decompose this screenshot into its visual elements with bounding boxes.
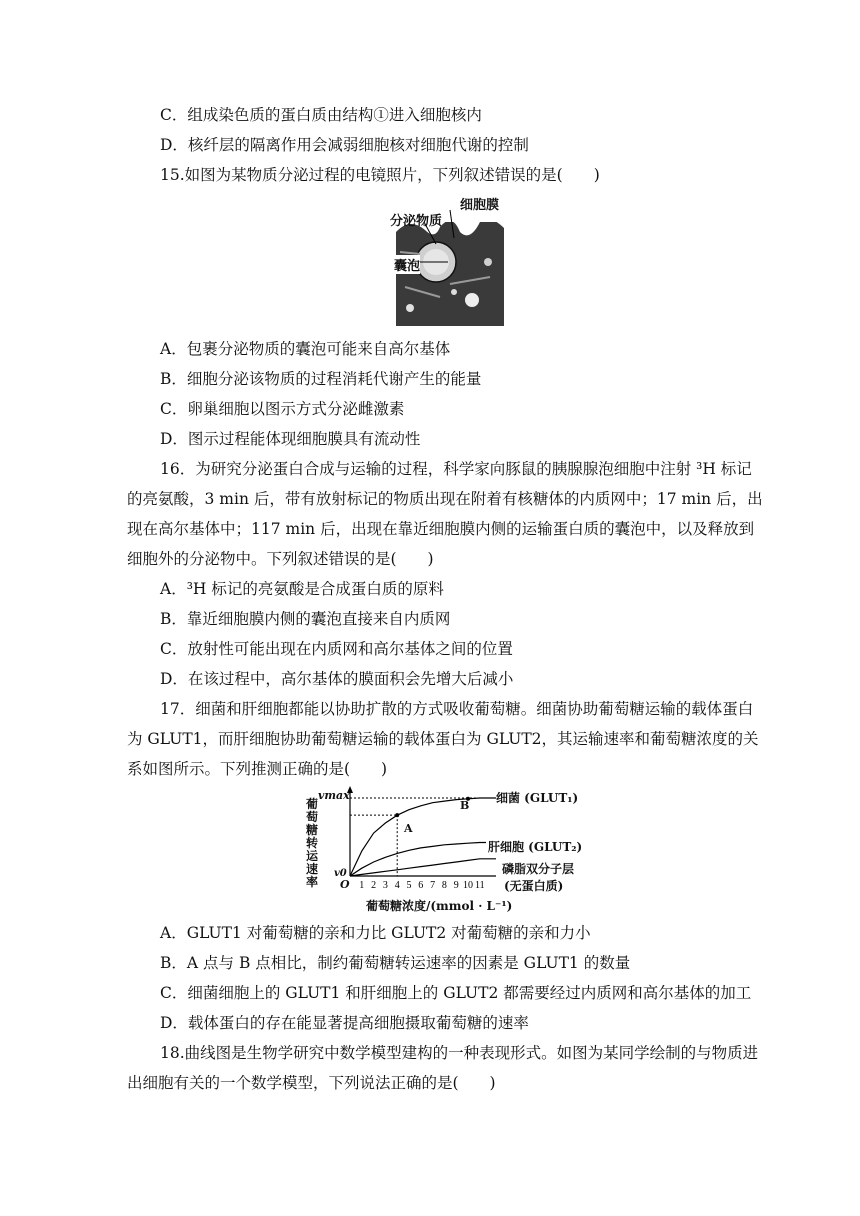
q18-line1: 18.曲线图是生物学研究中数学模型建构的一种表现形式。如图为某同学绘制的与物质进: [160, 1044, 759, 1062]
legend-no-protein: (无蛋白质): [504, 879, 564, 893]
q17-option-d: D．载体蛋白的存在能显著提高细胞摄取葡萄糖的速率: [160, 1014, 529, 1032]
label-cell-membrane: 细胞膜: [460, 198, 500, 213]
x-tick-label: 9: [453, 880, 459, 891]
legend-bacteria: 细菌 (GLUT₁): [496, 791, 579, 805]
curve-liver: [350, 843, 486, 877]
x-tick-label: 11: [474, 880, 485, 891]
q14-option-d: D．核纤层的隔离作用会减弱细胞核对细胞代谢的控制: [160, 136, 529, 154]
q18-line2: 出细胞有关的一个数学模型，下列说法正确的是( ): [127, 1074, 496, 1092]
x-tick-label: 2: [371, 880, 377, 891]
q17-option-a: A．GLUT1 对葡萄糖的亲和力比 GLUT2 对葡萄糖的亲和力小: [160, 924, 591, 942]
x-tick-label: 8: [441, 880, 447, 891]
x-tick-label: 5: [406, 880, 412, 891]
q15-micrograph: [390, 192, 510, 327]
x-tick-label: 6: [418, 880, 424, 891]
q17-option-c: C．细菌细胞上的 GLUT1 和肝细胞上的 GLUT2 都需要经过内质网和高尔基体的加工: [160, 984, 752, 1002]
q15-option-b: B．细胞分泌该物质的过程消耗代谢产生的能量: [160, 370, 482, 388]
label-vesicle: 囊泡: [394, 255, 420, 274]
q17-line1: 17．细菌和肝细胞都能以协助扩散的方式吸收葡萄糖。细菌协助葡萄糖运输的载体蛋白: [160, 700, 754, 718]
q16-line2: 的亮氨酸，3 min 后，带有放射标记的物质出现在附着有核糖体的内质网中；17 min 后，出: [127, 490, 763, 508]
x-tick-label: 4: [394, 880, 400, 891]
point-a: [395, 813, 399, 817]
q16-line1: 16．为研究分泌蛋白合成与运输的过程，科学家向豚鼠的胰腺腺泡细胞中注射 ³H 标记: [160, 460, 752, 478]
label-secretion: 分泌物质: [390, 214, 443, 229]
point-b-label: B: [460, 799, 470, 812]
x-tick-label: 3: [382, 880, 388, 891]
q15-stem: 15.如图为某物质分泌过程的电镜照片，下列叙述错误的是( ): [160, 166, 600, 184]
q17-chart: [300, 784, 600, 914]
x-tick-label: 10: [463, 880, 473, 891]
q15-option-a: A．包裹分泌物质的囊泡可能来自高尔基体: [160, 340, 451, 358]
legend-bilayer: 磷脂双分子层: [502, 862, 575, 876]
q17-option-b: B．A 点与 B 点相比，制约葡萄糖转运速率的因素是 GLUT1 的数量: [160, 954, 631, 972]
q16-line3: 现在高尔基体中；117 min 后，出现在靠近细胞膜内侧的运输蛋白质的囊泡中，以及释放到: [127, 520, 755, 538]
x-tick-label: 7: [430, 880, 436, 891]
q15-option-c: C．卵巢细胞以图示方式分泌雌激素: [160, 400, 405, 418]
v0-label: v0: [334, 868, 347, 879]
q16-option-d: D．在该过程中，高尔基体的膜面积会先增大后减小: [160, 670, 514, 688]
x-axis-label: 葡萄糖浓度/(mmol · L⁻¹): [366, 899, 513, 913]
q16-option-a: A．³H 标记的亮氨酸是合成蛋白质的原料: [160, 580, 444, 598]
q16-option-c: C．放射性可能出现在内质网和高尔基体之间的位置: [160, 640, 513, 658]
y-axis-label-text: 葡萄糖转运速率: [306, 797, 319, 889]
q14-option-c: C．组成染色质的蛋白质由结构①进入细胞核内: [160, 106, 482, 124]
q17-line3: 系如图所示。下列推测正确的是( ): [127, 760, 388, 778]
x-tick-label: 1: [359, 880, 365, 891]
q15-option-d: D．图示过程能体现细胞膜具有流动性: [160, 430, 421, 448]
q16-line4: 细胞外的分泌物中。下列叙述错误的是( ): [127, 550, 434, 568]
curve-bacteria: [350, 798, 496, 876]
origin-label: O: [340, 878, 350, 891]
point-a-label: A: [404, 822, 413, 835]
curve-bilayer: [350, 859, 496, 876]
vmax-label: vmax: [318, 789, 350, 802]
q16-option-b: B．靠近细胞膜内侧的囊泡直接来自内质网: [160, 610, 451, 628]
legend-liver: 肝细胞 (GLUT₂): [488, 840, 583, 854]
q17-line2: 为 GLUT1，而肝细胞协助葡萄糖运输的载体蛋白为 GLUT2，其运输速率和葡萄糖浓度的关: [127, 730, 759, 748]
